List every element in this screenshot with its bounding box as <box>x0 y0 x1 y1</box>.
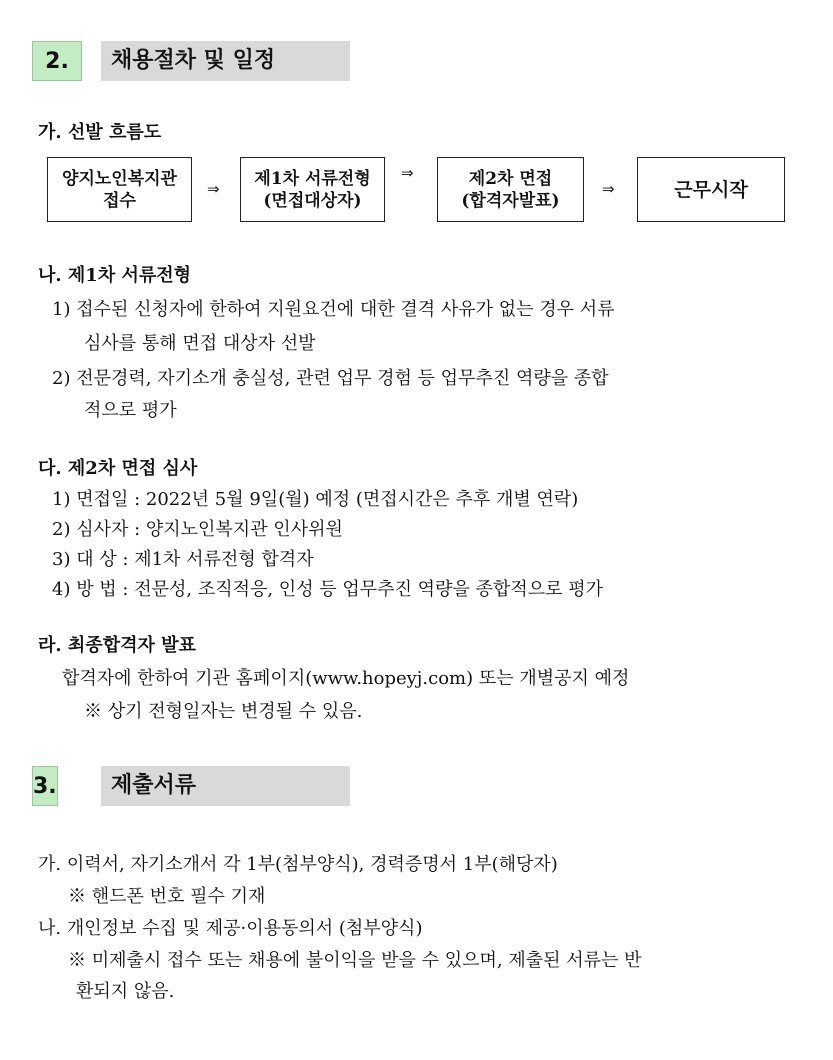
document-screening-item-1-cont: 심사를 통해 면접 대상자 선발 <box>84 333 316 354</box>
document-screening-item-2: 2) 전문경력, 자기소개 충실성, 관련 업무 경험 등 업무추진 역량을 종합 <box>52 368 609 389</box>
flow-step-line: (합격자발표) <box>461 190 560 211</box>
section-2-title: 채용절차 및 일정 <box>101 41 350 81</box>
required-documents-item-na: 나. 개인정보 수집 및 제공·이용동의서 (첨부양식) <box>38 918 423 939</box>
required-documents-note-na-cont: 환되지 않음. <box>76 981 175 1002</box>
flow-heading: 가. 선발 흐름도 <box>38 122 162 143</box>
section-3-number: 3. <box>32 766 58 806</box>
document-screening-heading: 나. 제1차 서류전형 <box>38 265 192 286</box>
flow-step-line: (면접대상자) <box>263 190 362 211</box>
section-2-number: 2. <box>32 41 82 81</box>
document-screening-item-2-cont: 적으로 평가 <box>84 400 177 421</box>
final-announcement-heading: 라. 최종합격자 발표 <box>38 635 196 656</box>
flow-step-line: 제2차 면접 <box>468 168 553 189</box>
flow-arrow: ⇒ <box>602 180 615 198</box>
flow-step-line: 근무시작 <box>674 178 748 201</box>
required-documents-item-ga: 가. 이력서, 자기소개서 각 1부(첨부양식), 경력증명서 1부(해당자) <box>38 854 558 875</box>
flow-step-document-screening <box>240 157 385 222</box>
flow-arrow: ⇒ <box>401 164 414 182</box>
flow-step-interview <box>437 157 584 222</box>
interview-item-reviewer: 2) 심사자 : 양지노인복지관 인사위원 <box>52 519 343 540</box>
interview-item-method: 4) 방 법 : 전문성, 조직적응, 인성 등 업무추진 역량을 종합적으로 평가 <box>52 579 604 600</box>
final-announcement-note: ※ 상기 전형일자는 변경될 수 있음. <box>84 701 363 722</box>
flow-arrow: ⇒ <box>207 180 220 198</box>
interview-item-target: 3) 대 상 : 제1차 서류전형 합격자 <box>52 549 314 570</box>
document-screening-item-1: 1) 접수된 신청자에 한하여 지원요건에 대한 결격 사유가 없는 경우 서류 <box>52 299 615 320</box>
interview-item-date: 1) 면접일 : 2022년 5월 9일(월) 예정 (면접시간은 추후 개별 연락) <box>52 489 579 510</box>
flow-step-line: 제1차 서류전형 <box>254 168 371 189</box>
flow-step-line: 접수 <box>103 190 136 211</box>
flow-step-line: 양지노인복지관 <box>62 168 177 189</box>
final-announcement-text: 합격자에 한하여 기관 홈페이지(www.hopeyj.com) 또는 개별공지 예정 <box>62 668 630 689</box>
interview-heading: 다. 제2차 면접 심사 <box>38 458 198 479</box>
flow-step-start-work <box>637 157 785 222</box>
required-documents-note-ga: ※ 핸드폰 번호 필수 기재 <box>68 886 266 907</box>
required-documents-note-na: ※ 미제출시 접수 또는 채용에 불이익을 받을 수 있으며, 제출된 서류는 반 <box>68 950 642 971</box>
section-3-title: 제출서류 <box>101 766 350 806</box>
flow-step-reception <box>47 157 192 222</box>
